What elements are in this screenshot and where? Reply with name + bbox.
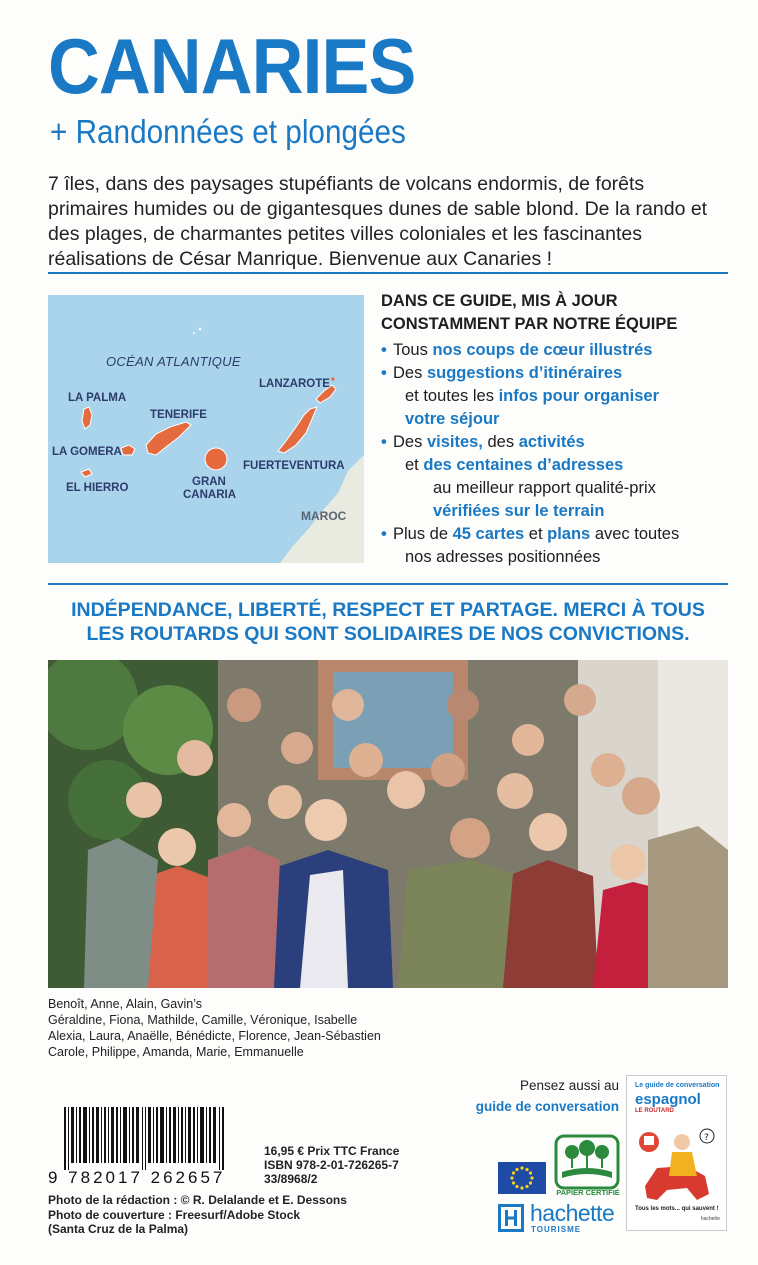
team-names xyxy=(48,996,478,1060)
map-label-la-gomera: LA GOMERA xyxy=(52,446,122,458)
island-la-gomera xyxy=(121,445,135,455)
map-label-el-hierro: EL HIERRO xyxy=(66,482,129,494)
feature-text: Plus de xyxy=(393,525,453,543)
map-label-maroc: MAROC xyxy=(301,509,347,523)
guide-features xyxy=(381,290,731,569)
feature-text: Tous xyxy=(393,341,433,359)
slogan-line2: LES ROUTARDS QUI SONT SOLIDAIRES DE NOS CONVICTIONS. xyxy=(86,623,690,645)
feature-highlight: visites, xyxy=(426,433,483,451)
feature-text: au meilleur rapport qualité-prix xyxy=(433,479,656,497)
map-label-gran: GRAN xyxy=(192,476,226,488)
book-subtitle: + Randonnées et plongées xyxy=(50,113,406,150)
map-label-canaria: CANARIA xyxy=(183,489,237,501)
feature-highlight: des centaines d’adresses xyxy=(423,456,624,474)
feature-text: et xyxy=(524,525,548,543)
map-label-la-palma: LA PALMA xyxy=(68,392,127,404)
feature-item xyxy=(381,362,731,431)
map-label-ocean: OCÉAN ATLANTIQUE xyxy=(106,354,241,369)
divider-middle xyxy=(48,583,728,585)
feature-highlight: infos pour organiser xyxy=(498,387,659,405)
book-cover-lang: espagnol xyxy=(635,1091,701,1108)
island-tenerife xyxy=(146,422,191,455)
guide-heading xyxy=(381,290,731,336)
island-el-hierro xyxy=(81,469,92,477)
team-photo-illustration xyxy=(48,660,728,988)
feature-highlight: suggestions d’itinéraires xyxy=(426,364,623,382)
price-line: 16,95 € Prix TTC France xyxy=(264,1144,400,1158)
feature-item xyxy=(381,523,731,569)
guide-heading-line1: DANS CE GUIDE, MIS À JOUR xyxy=(381,292,618,310)
feature-text: avec toutes xyxy=(590,525,680,543)
slogan-line1: INDÉPENDANCE, LIBERTÉ, RESPECT ET PARTAGE. MERCI À TOUS xyxy=(71,599,705,621)
team-photo xyxy=(48,660,728,988)
barcode-image xyxy=(64,1107,226,1170)
feature-highlight: activités xyxy=(518,433,585,451)
feature-item xyxy=(381,339,731,362)
feature-highlight: vérifiées sur le terrain xyxy=(433,502,605,520)
credit-line1: Photo de la rédaction : © R. Delalande et E. Dessons xyxy=(48,1193,347,1207)
team-names-line2: Géraldine, Fiona, Mathilde, Camille, Véronique, Isabelle xyxy=(48,1013,358,1027)
photo-credits xyxy=(48,1193,347,1237)
feature-item xyxy=(381,431,731,523)
certified-paper-icon xyxy=(552,1134,622,1194)
isbn-line: ISBN 978-2-01-726265-7 xyxy=(264,1158,399,1172)
book-title: CANARIES xyxy=(48,22,416,110)
hachette-logo xyxy=(498,1200,622,1238)
intro-paragraph: 7 îles, dans des paysages stupéfiants de volcans endormis, de forêts primaires humides ou de gigantesques dunes de sable blond. De la rando et des plages, de charmantes petites villes coloniales et les fascinantes réalisations de César Manrique. Bienvenue aux Canaries ! xyxy=(48,173,708,270)
feature-highlight: votre séjour xyxy=(405,410,500,428)
map-label-lanzarote: LANZAROTE xyxy=(259,378,330,390)
divider-top xyxy=(48,272,728,274)
hachette-h-icon xyxy=(498,1204,524,1232)
feature-text: et xyxy=(405,456,424,474)
hachette-tourisme: TOURISME xyxy=(531,1225,582,1234)
book-cover-brand: LE ROUTARD xyxy=(635,1108,674,1114)
map-label-tenerife: TENERIFE xyxy=(150,409,207,421)
ref-line: 33/8968/2 xyxy=(264,1172,318,1186)
feature-highlight: plans xyxy=(547,525,591,543)
feature-highlight: nos coups de cœur illustrés xyxy=(432,341,653,359)
conversation-guide-cover xyxy=(626,1075,727,1231)
certified-paper-label: PAPIER CERTIFIÉ xyxy=(556,1188,620,1197)
promo-line2: guide de conversation xyxy=(475,1099,619,1114)
book-cover-publisher: hachette xyxy=(700,1216,720,1222)
barcode-number: 9 782017 262657 xyxy=(48,1168,226,1187)
feature-text: des xyxy=(482,433,519,451)
team-names-line1: Benoît, Anne, Alain, Gavin’s xyxy=(48,997,203,1011)
feature-text: Des xyxy=(393,364,427,382)
price-block xyxy=(264,1144,399,1186)
hachette-wordmark: hachette xyxy=(530,1200,615,1226)
promo-line1: Pensez aussi au xyxy=(519,1078,619,1093)
team-names-line3: Alexia, Laura, Anaëlle, Bénédicte, Florence, Jean-Sébastien xyxy=(48,1029,381,1043)
feature-text: nos adresses positionnées xyxy=(405,548,601,566)
book-cover-tag: Tous les mots... qui sauvent ! xyxy=(635,1206,719,1212)
team-names-line4: Carole, Philippe, Amanda, Marie, Emmanuelle xyxy=(48,1045,304,1059)
credit-line2: Photo de couverture : Freesurf/Adobe Stock xyxy=(48,1207,301,1222)
conversation-guide-promo xyxy=(462,1075,619,1117)
feature-text: Des xyxy=(393,433,427,451)
map-label-fuerteventura: FUERTEVENTURA xyxy=(243,460,345,472)
island-gran-canaria xyxy=(205,448,227,470)
guide-feature-list xyxy=(381,339,731,569)
islet-graciosa xyxy=(331,377,334,380)
guide-heading-line2: CONSTAMMENT PAR NOTRE ÉQUIPE xyxy=(381,315,678,333)
islet-salvajes-2 xyxy=(193,332,195,334)
canary-islands-map xyxy=(48,295,364,563)
feature-text: et toutes les xyxy=(405,387,499,405)
islet-salvajes xyxy=(199,328,202,331)
island-fuerteventura xyxy=(278,407,317,453)
eu-flag-icon xyxy=(498,1162,546,1194)
island-la-palma xyxy=(82,407,92,429)
svg-text:?: ? xyxy=(704,1133,709,1143)
feature-highlight: 45 cartes xyxy=(452,525,525,543)
slogan xyxy=(48,598,728,646)
credit-line3: (Santa Cruz de la Palma) xyxy=(48,1222,189,1236)
book-cover-small: Le guide de conversation xyxy=(635,1082,720,1089)
